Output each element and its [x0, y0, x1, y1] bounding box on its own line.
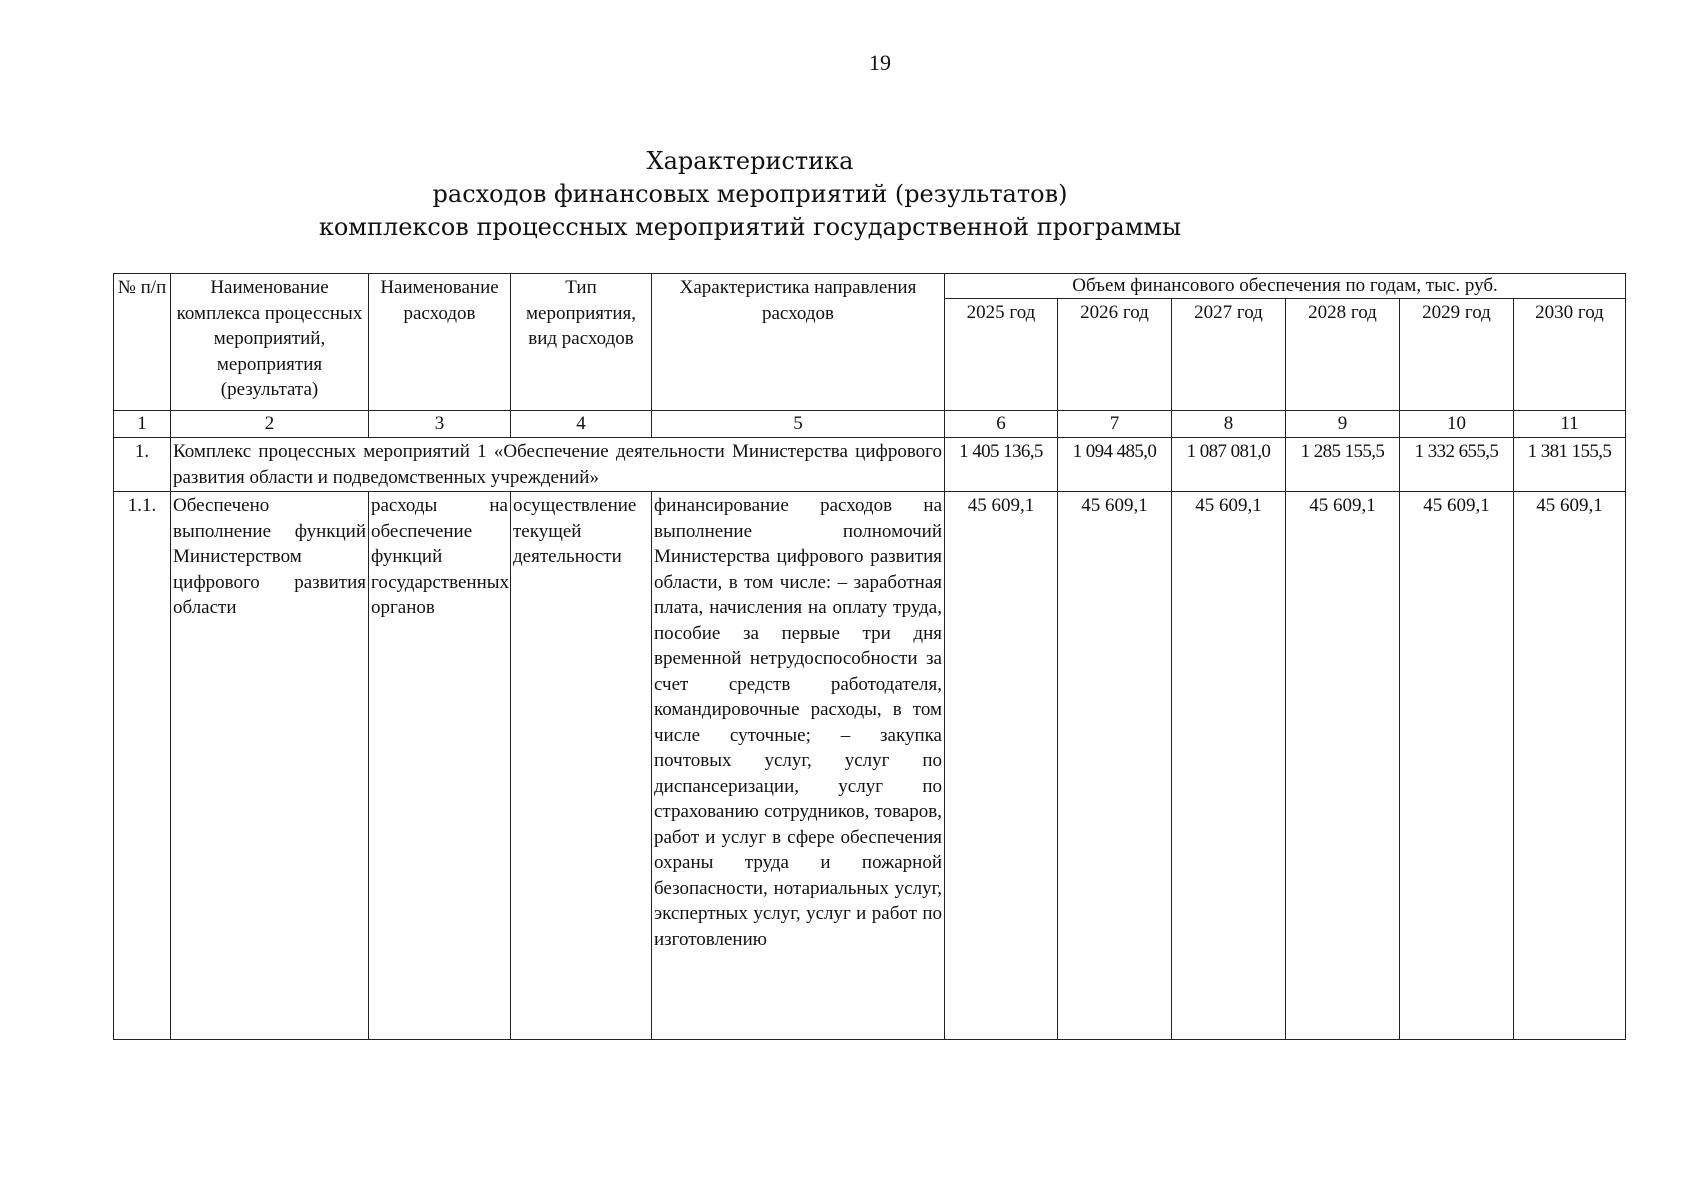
complex-name: Комплекс процессных мероприятий 1 «Обеспечение деятельности Министерства цифрового развития области и подведомственных учреждений»: [171, 438, 945, 492]
header-row: [114, 274, 1626, 299]
amount-2030: 45 609,1: [1514, 492, 1626, 1040]
header-characteristic: Характеристика направления расходов: [652, 274, 945, 411]
table-row: [114, 438, 1626, 492]
header-year-2025: 2025 год: [945, 299, 1058, 411]
title-line-3: комплексов процессных мероприятий государственной программы: [318, 213, 1182, 241]
title-line-1: Характеристика: [646, 147, 854, 175]
expense-characteristic: финансирование расходов на выполнение полномочий Министерства цифрового развития области, в том числе: – заработная плата, начисления на оплату труда, пособие за первые три дня временной нетрудоспособности за счет средств работодателя, командировочные расходы, в том числе суточные; – закупка почтовых услуг, услуг по диспансеризации, услуг по страхованию сотрудников, товаров, работ и услуг в сфере обеспечения охраны труда и пожарной безопасности, нотариальных услуг, экспертных услуг, услуг и работ по изготовлению: [652, 492, 945, 1040]
amount-2027: 1 087 081,0: [1172, 438, 1286, 492]
amount-2029: 45 609,1: [1400, 492, 1514, 1040]
result-name: Обеспечено выполнение функций Министерством цифрового развития области: [171, 492, 369, 1040]
header-year-2028: 2028 год: [1286, 299, 1400, 411]
header-num: № п/п: [114, 274, 171, 411]
col-number-10: 10: [1400, 411, 1514, 438]
column-numbers-row: [114, 411, 1626, 438]
amount-2026: 1 094 485,0: [1058, 438, 1172, 492]
amount-2026: 45 609,1: [1058, 492, 1172, 1040]
col-number-3: 3: [369, 411, 511, 438]
expense-name: расходы на обеспечение функций государственных органов: [369, 492, 511, 1040]
header-complex-name: Наименование комплекса процессных мероприятий, мероприятия (результата): [171, 274, 369, 411]
col-number-4: 4: [511, 411, 652, 438]
col-number-6: 6: [945, 411, 1058, 438]
amount-2028: 45 609,1: [1286, 492, 1400, 1040]
table-row: [114, 492, 1626, 1040]
header-year-2030: 2030 год: [1514, 299, 1626, 411]
col-number-2: 2: [171, 411, 369, 438]
col-number-11: 11: [1514, 411, 1626, 438]
row-number: 1.: [114, 438, 171, 492]
activity-type: осуществление текущей деятельности: [511, 492, 652, 1040]
header-type: Тип мероприятия, вид расходов: [511, 274, 652, 411]
header-expense-name: Наименование расходов: [369, 274, 511, 411]
col-number-9: 9: [1286, 411, 1400, 438]
col-number-8: 8: [1172, 411, 1286, 438]
title-line-2: расходов финансовых мероприятий (результатов): [432, 180, 1068, 208]
page-number: 19: [869, 50, 891, 75]
amount-2028: 1 285 155,5: [1286, 438, 1400, 492]
col-number-7: 7: [1058, 411, 1172, 438]
header-year-2029: 2029 год: [1400, 299, 1514, 411]
document-title: [0, 145, 1500, 244]
amount-2029: 1 332 655,5: [1400, 438, 1514, 492]
header-year-2026: 2026 год: [1058, 299, 1172, 411]
amount-2027: 45 609,1: [1172, 492, 1286, 1040]
row-number: 1.1.: [114, 492, 171, 1040]
header-volume-group: Объем финансового обеспечения по годам, тыс. руб.: [945, 274, 1626, 299]
amount-2025: 45 609,1: [945, 492, 1058, 1040]
col-number-1: 1: [114, 411, 171, 438]
header-year-2027: 2027 год: [1172, 299, 1286, 411]
amount-2025: 1 405 136,5: [945, 438, 1058, 492]
col-number-5: 5: [652, 411, 945, 438]
expenses-table: [113, 273, 1626, 1040]
amount-2030: 1 381 155,5: [1514, 438, 1626, 492]
